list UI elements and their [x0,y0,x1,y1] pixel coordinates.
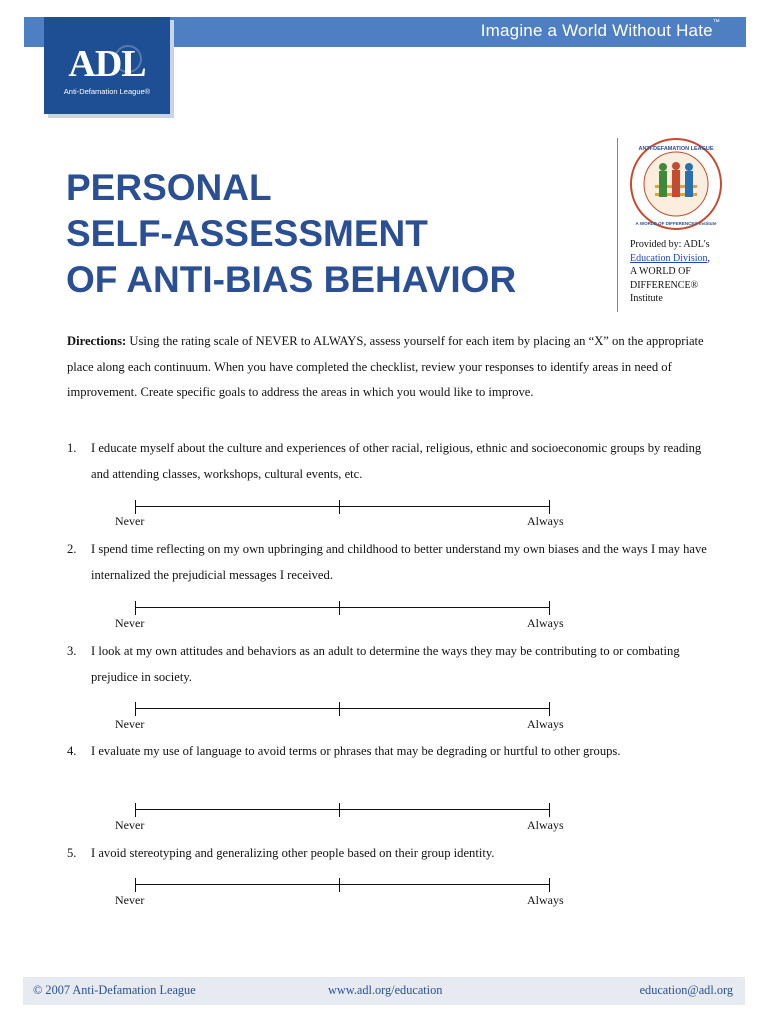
provided-line-4: DIFFERENCE® [630,279,699,291]
logo-text: ADL [68,43,146,85]
directions-body: Using the rating scale of NEVER to ALWAYS, assess yourself for each item by placing an “X” on the appropriate place along each continuum. When you have completed the checklist, review your responses to identify areas in need of improvement. Create specific goals to address the areas in which you would like to improve. [67,334,704,399]
checklist-item-3: 3. I look at my own attitudes and behaviors as an adult to determine the ways they may be contributing to or combating prejudice in society. [67,639,707,690]
footer-website-link[interactable]: www.adl.org/education [328,983,443,997]
checklist-item-5: 5. I avoid stereotyping and generalizing other people based on their group identity. [67,841,707,867]
directions [67,329,707,406]
education-division-link[interactable]: Education Division [630,252,708,264]
always-label: Always [527,514,564,528]
title-line-3: OF ANTI-BIAS BEHAVIOR [66,259,517,300]
always-label: Always [527,818,564,832]
never-label: Never [115,616,145,630]
directions-lead: Directions: [67,334,127,348]
item-text: I avoid stereotyping and generalizing other people based on their group identity. [91,846,495,860]
vertical-divider [617,138,618,312]
rating-scale-2[interactable] [135,601,550,615]
always-label: Always [527,893,564,907]
rating-scale-3[interactable] [135,702,550,716]
footer [23,977,745,1005]
rating-scale-1[interactable] [135,500,550,514]
provided-line-5: Institute [630,293,663,304]
provided-by: Provided by: ADL's Education Division, A WORLD OF DIFFERENCE® Institute [630,238,750,306]
never-label: Never [115,818,145,832]
never-label: Never [115,514,145,528]
checklist-item-2: 2. I spend time reflecting on my own upbringing and childhood to better understand my own biases and the ways I may have internalized the prejudicial messages I received. [67,537,707,588]
title-line-1: PERSONAL [66,167,272,208]
provided-line-3: A WORLD OF [630,266,691,277]
rating-scale-5[interactable] [135,878,550,892]
footer-copyright: © 2007 Anti-Defamation League [33,983,196,997]
item-text: I look at my own attitudes and behaviors as an adult to determine the ways they may be contributing to or combating prejudice in society. [91,644,680,684]
page-title [66,165,516,303]
tagline: Imagine a World Without Hate™ [480,19,720,40]
never-label: Never [115,893,145,907]
seal-bottom-text: A WORLD OF DIFFERENCE® Institute [635,221,717,226]
provided-line-1: Provided by: ADL's [630,239,710,250]
footer-email-link[interactable]: education@adl.org [639,983,733,997]
item-text: I educate myself about the culture and experiences of other racial, religious, ethnic and socioeconomic groups by reading and attending classes, workshops, cultural events, etc. [91,441,702,481]
item-text: I spend time reflecting on my own upbringing and childhood to better understand my own biases and the ways I may have internalized the prejudicial messages I received. [91,542,707,582]
adl-logo[interactable] [44,17,170,114]
always-label: Always [527,717,564,731]
rating-scale-4[interactable] [135,803,550,817]
seal-top-text: ANTI-DEFAMATION LEAGUE [638,146,714,152]
item-text: I evaluate my use of language to avoid terms or phrases that may be degrading or hurtful to other groups. [91,744,621,758]
logo-subtext: Anti-Defamation League® [63,87,151,96]
title-line-2: SELF-ASSESSMENT [66,213,428,254]
world-of-difference-seal-icon [629,137,723,231]
always-label: Always [527,616,564,630]
never-label: Never [115,717,145,731]
checklist-item-1: 1. I educate myself about the culture and experiences of other racial, religious, ethnic and socioeconomic groups by reading and attending classes, workshops, cultural events, etc. [67,436,707,487]
checklist-item-4: 4. I evaluate my use of language to avoid terms or phrases that may be degrading or hurtful to other groups. [67,739,707,765]
